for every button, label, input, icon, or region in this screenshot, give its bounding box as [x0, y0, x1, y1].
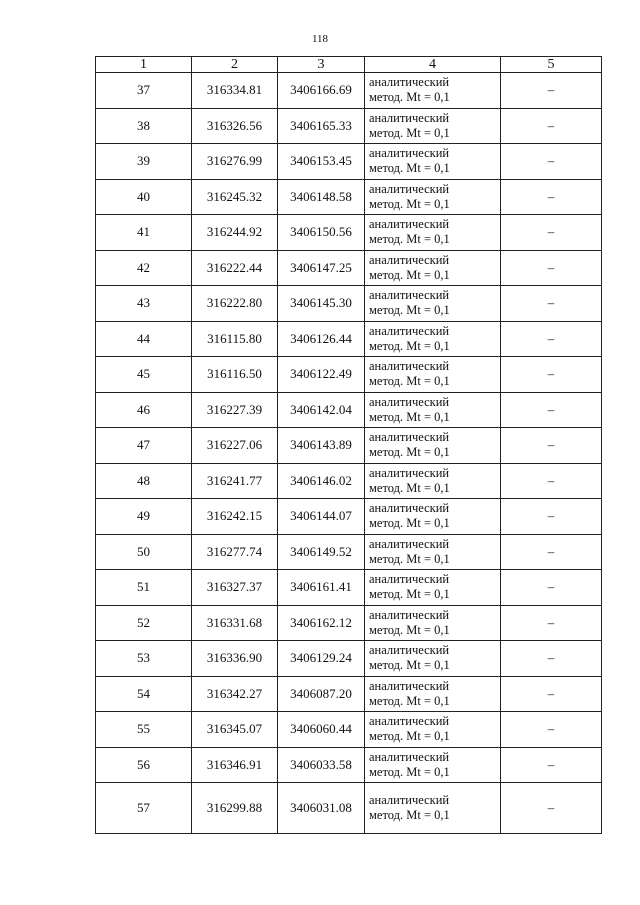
- method-line-1: аналитический: [369, 501, 450, 516]
- method-cell: [365, 534, 501, 570]
- value-cell: –: [501, 286, 602, 322]
- point-number-cell: 39: [96, 144, 192, 180]
- method-line-1: аналитический: [369, 430, 450, 445]
- table-row: [96, 392, 602, 428]
- value-cell: –: [501, 321, 602, 357]
- method-cell: [365, 357, 501, 393]
- method-line-2: метод. Mt = 0,1: [369, 232, 450, 247]
- value-cell: –: [501, 463, 602, 499]
- point-number-cell: 41: [96, 215, 192, 251]
- method-line-2: метод. Mt = 0,1: [369, 658, 450, 673]
- table-row: [96, 499, 602, 535]
- value-cell: –: [501, 250, 602, 286]
- method-line-2: метод. Mt = 0,1: [369, 338, 450, 353]
- method-line-2: метод. Mt = 0,1: [369, 587, 450, 602]
- method-line-2: метод. Mt = 0,1: [369, 551, 450, 566]
- x-coordinate-cell: 316116.50: [192, 357, 278, 393]
- y-coordinate-cell: 3406146.02: [278, 463, 365, 499]
- y-coordinate-cell: 3406031.08: [278, 783, 365, 834]
- y-coordinate-cell: 3406161.41: [278, 570, 365, 606]
- method-cell: [365, 463, 501, 499]
- x-coordinate-cell: 316345.07: [192, 712, 278, 748]
- point-number-cell: 38: [96, 108, 192, 144]
- y-coordinate-cell: 3406087.20: [278, 676, 365, 712]
- x-coordinate-cell: 316227.06: [192, 428, 278, 464]
- table-body: [96, 73, 602, 834]
- column-header-3: 3: [278, 57, 365, 73]
- method-line-2: метод. Mt = 0,1: [369, 764, 450, 779]
- method-line-1: аналитический: [369, 465, 450, 480]
- method-line-2: метод. Mt = 0,1: [369, 409, 450, 424]
- y-coordinate-cell: 3406148.58: [278, 179, 365, 215]
- method-line-2: метод. Mt = 0,1: [369, 622, 450, 637]
- column-header-1: 1: [96, 57, 192, 73]
- value-cell: –: [501, 641, 602, 677]
- value-cell: –: [501, 357, 602, 393]
- method-line-1: аналитический: [369, 536, 450, 551]
- method-cell: [365, 108, 501, 144]
- method-line-2: метод. Mt = 0,1: [369, 729, 450, 744]
- method-line-1: аналитический: [369, 607, 450, 622]
- table-row: [96, 463, 602, 499]
- method-line-1: аналитический: [369, 217, 450, 232]
- page-number: 118: [311, 33, 329, 45]
- x-coordinate-cell: 316326.56: [192, 108, 278, 144]
- column-header-4: 4: [365, 57, 501, 73]
- x-coordinate-cell: 316299.88: [192, 783, 278, 834]
- method-line-2: метод. Mt = 0,1: [369, 267, 450, 282]
- method-line-1: аналитический: [369, 146, 450, 161]
- point-number-cell: 49: [96, 499, 192, 535]
- y-coordinate-cell: 3406165.33: [278, 108, 365, 144]
- method-line-2: метод. Mt = 0,1: [369, 693, 450, 708]
- y-coordinate-cell: 3406147.25: [278, 250, 365, 286]
- x-coordinate-cell: 316346.91: [192, 747, 278, 783]
- y-coordinate-cell: 3406060.44: [278, 712, 365, 748]
- value-cell: –: [501, 73, 602, 109]
- point-number-cell: 55: [96, 712, 192, 748]
- point-number-cell: 46: [96, 392, 192, 428]
- method-cell: [365, 783, 501, 834]
- value-cell: –: [501, 215, 602, 251]
- point-number-cell: 50: [96, 534, 192, 570]
- method-line-1: аналитический: [369, 793, 450, 807]
- x-coordinate-cell: 316241.77: [192, 463, 278, 499]
- table-row: [96, 570, 602, 606]
- table-row: [96, 357, 602, 393]
- point-number-cell: 54: [96, 676, 192, 712]
- method-cell: [365, 250, 501, 286]
- x-coordinate-cell: 316115.80: [192, 321, 278, 357]
- method-cell: [365, 428, 501, 464]
- table-row: [96, 605, 602, 641]
- table-row: [96, 108, 602, 144]
- x-coordinate-cell: 316334.81: [192, 73, 278, 109]
- y-coordinate-cell: 3406149.52: [278, 534, 365, 570]
- y-coordinate-cell: 3406153.45: [278, 144, 365, 180]
- point-number-cell: 51: [96, 570, 192, 606]
- y-coordinate-cell: 3406126.44: [278, 321, 365, 357]
- coordinates-table: [95, 56, 602, 834]
- method-line-1: аналитический: [369, 572, 450, 587]
- y-coordinate-cell: 3406145.30: [278, 286, 365, 322]
- method-line-1: аналитический: [369, 678, 450, 693]
- table-row: [96, 783, 602, 834]
- x-coordinate-cell: 316222.80: [192, 286, 278, 322]
- value-cell: –: [501, 570, 602, 606]
- method-line-2: метод. Mt = 0,1: [369, 161, 450, 176]
- method-line-1: аналитический: [369, 643, 450, 658]
- table-row: [96, 534, 602, 570]
- table-row: [96, 215, 602, 251]
- method-cell: [365, 321, 501, 357]
- method-line-1: аналитический: [369, 323, 450, 338]
- method-cell: [365, 144, 501, 180]
- method-cell: [365, 215, 501, 251]
- y-coordinate-cell: 3406150.56: [278, 215, 365, 251]
- method-cell: [365, 499, 501, 535]
- point-number-cell: 57: [96, 783, 192, 834]
- method-cell: [365, 605, 501, 641]
- value-cell: –: [501, 783, 602, 834]
- method-line-1: аналитический: [369, 714, 450, 729]
- y-coordinate-cell: 3406129.24: [278, 641, 365, 677]
- x-coordinate-cell: 316227.39: [192, 392, 278, 428]
- method-line-2: метод. Mt = 0,1: [369, 196, 450, 211]
- method-cell: [365, 712, 501, 748]
- y-coordinate-cell: 3406144.07: [278, 499, 365, 535]
- x-coordinate-cell: 316276.99: [192, 144, 278, 180]
- y-coordinate-cell: 3406142.04: [278, 392, 365, 428]
- method-line-2: метод. Mt = 0,1: [369, 90, 450, 105]
- table-row: [96, 73, 602, 109]
- method-line-2: метод. Mt = 0,1: [369, 303, 450, 318]
- table-row: [96, 321, 602, 357]
- point-number-cell: 47: [96, 428, 192, 464]
- x-coordinate-cell: 316222.44: [192, 250, 278, 286]
- table-row: [96, 641, 602, 677]
- table-row: [96, 712, 602, 748]
- method-line-1: аналитический: [369, 749, 450, 764]
- x-coordinate-cell: 316336.90: [192, 641, 278, 677]
- point-number-cell: 53: [96, 641, 192, 677]
- point-number-cell: 48: [96, 463, 192, 499]
- method-cell: [365, 676, 501, 712]
- method-line-1: аналитический: [369, 110, 450, 125]
- y-coordinate-cell: 3406162.12: [278, 605, 365, 641]
- method-cell: [365, 179, 501, 215]
- method-line-2: метод. Mt = 0,1: [369, 374, 450, 389]
- point-number-cell: 40: [96, 179, 192, 215]
- method-line-2: метод. Mt = 0,1: [369, 445, 450, 460]
- method-line-2: метод. Mt = 0,1: [369, 480, 450, 495]
- method-line-1: аналитический: [369, 75, 450, 90]
- point-number-cell: 42: [96, 250, 192, 286]
- value-cell: –: [501, 144, 602, 180]
- column-header-5: 5: [501, 57, 602, 73]
- value-cell: –: [501, 392, 602, 428]
- table-row: [96, 179, 602, 215]
- value-cell: –: [501, 108, 602, 144]
- table-row: [96, 428, 602, 464]
- value-cell: –: [501, 605, 602, 641]
- method-cell: [365, 747, 501, 783]
- table-row: [96, 676, 602, 712]
- point-number-cell: 56: [96, 747, 192, 783]
- method-line-1: аналитический: [369, 252, 450, 267]
- method-cell: [365, 73, 501, 109]
- value-cell: –: [501, 534, 602, 570]
- y-coordinate-cell: 3406166.69: [278, 73, 365, 109]
- table-header-row: [96, 57, 602, 73]
- y-coordinate-cell: 3406143.89: [278, 428, 365, 464]
- table-row: [96, 144, 602, 180]
- method-line-2: метод. Mt = 0,1: [369, 125, 450, 140]
- y-coordinate-cell: 3406122.49: [278, 357, 365, 393]
- x-coordinate-cell: 316242.15: [192, 499, 278, 535]
- table-row: [96, 286, 602, 322]
- method-cell: [365, 392, 501, 428]
- method-cell: [365, 286, 501, 322]
- value-cell: –: [501, 676, 602, 712]
- point-number-cell: 43: [96, 286, 192, 322]
- method-line-1: аналитический: [369, 181, 450, 196]
- table-row: [96, 250, 602, 286]
- point-number-cell: 52: [96, 605, 192, 641]
- x-coordinate-cell: 316342.27: [192, 676, 278, 712]
- value-cell: –: [501, 747, 602, 783]
- method-line-1: аналитический: [369, 288, 450, 303]
- x-coordinate-cell: 316244.92: [192, 215, 278, 251]
- x-coordinate-cell: 316277.74: [192, 534, 278, 570]
- method-cell: [365, 570, 501, 606]
- x-coordinate-cell: 316245.32: [192, 179, 278, 215]
- method-line-1: аналитический: [369, 394, 450, 409]
- value-cell: –: [501, 179, 602, 215]
- point-number-cell: 37: [96, 73, 192, 109]
- value-cell: –: [501, 712, 602, 748]
- x-coordinate-cell: 316331.68: [192, 605, 278, 641]
- value-cell: –: [501, 499, 602, 535]
- method-line-1: аналитический: [369, 359, 450, 374]
- y-coordinate-cell: 3406033.58: [278, 747, 365, 783]
- method-line-2: метод. Mt = 0,1: [369, 516, 450, 531]
- value-cell: –: [501, 428, 602, 464]
- x-coordinate-cell: 316327.37: [192, 570, 278, 606]
- point-number-cell: 45: [96, 357, 192, 393]
- point-number-cell: 44: [96, 321, 192, 357]
- column-header-2: 2: [192, 57, 278, 73]
- method-cell: [365, 641, 501, 677]
- table-row: [96, 747, 602, 783]
- method-line-2: метод. Mt = 0,1: [369, 808, 450, 822]
